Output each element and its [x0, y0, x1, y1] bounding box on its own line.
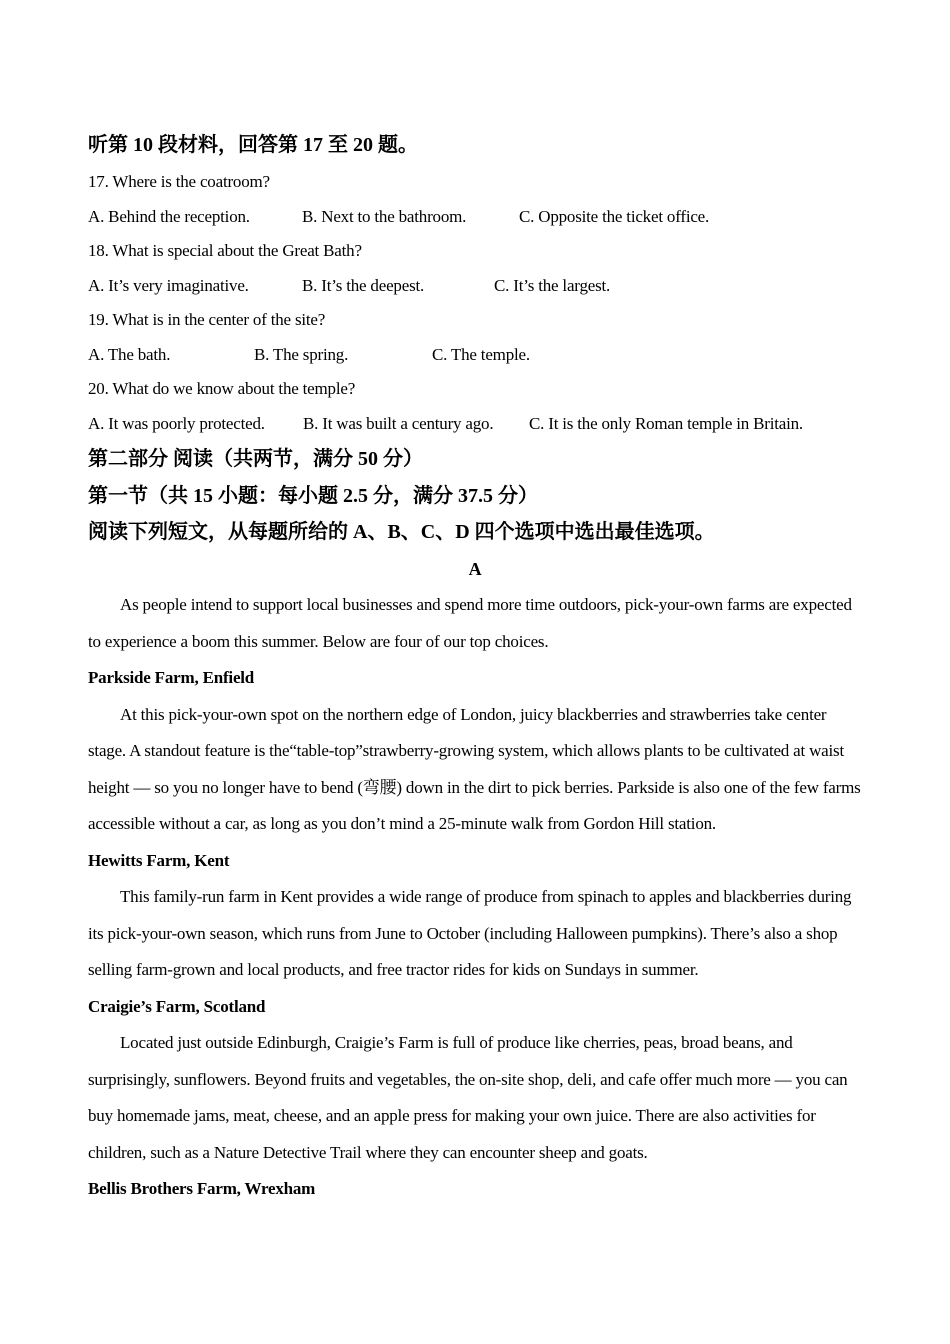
question-19-options	[88, 338, 862, 373]
question-18-option-c: C. It’s the largest.	[494, 275, 611, 295]
question-18-option-a: A. It’s very imaginative.	[88, 275, 249, 295]
question-19-option-a: A. The bath.	[88, 344, 171, 364]
question-19-text: 19. What is in the center of the site?	[88, 310, 326, 329]
question-17-text: 17. Where is the coatroom?	[88, 172, 270, 191]
question-20-option-c: C. It is the only Roman temple in Britain.	[529, 413, 803, 433]
farm-paragraph-parkside: At this pick-your-own spot on the northern edge of London, juicy blackberries and strawberries take center stage. A standout feature is the“table-top”strawberry-growing system, which allows plants to be cultivated at waist height — so you no longer have to bend (弯腰) down in the dirt to pick berries. Parkside is also one of the few farms accessible without a car, as long as you don’t mind a 25-minute walk from Gordon Hill station.	[88, 704, 861, 833]
farm-heading-parkside: Parkside Farm, Enfield	[88, 668, 255, 687]
listening-section	[88, 126, 862, 441]
question-20-option-a: A. It was poorly protected.	[88, 413, 265, 433]
question-18-option-b: B. It’s the deepest.	[302, 275, 425, 295]
farm-heading-bellis: Bellis Brothers Farm, Wrexham	[88, 1179, 316, 1198]
question-17-options	[88, 200, 862, 235]
farm-heading-craigies: Craigie’s Farm, Scotland	[88, 996, 266, 1016]
question-19-option-b: B. The spring.	[254, 344, 349, 364]
listening-section-header: 听第 10 段材料，回答第 17 至 20 题。	[88, 134, 418, 156]
question-20-option-b: B. It was built a century ago.	[303, 413, 494, 433]
reading-part-header: 第二部分 阅读（共两节，满分 50 分）	[88, 448, 423, 470]
question-19-option-c: C. The temple.	[432, 344, 530, 364]
question-20-text: 20. What do we know about the temple?	[88, 379, 356, 398]
question-20-options	[88, 407, 862, 442]
reading-section1-header: 第一节（共 15 小题：每小题 2.5 分，满分 37.5 分）	[88, 484, 538, 507]
reading-section	[88, 441, 862, 1208]
farm-paragraph-craigies: Located just outside Edinburgh, Craigie’s Farm is full of produce like cherries, peas, broad beans, and surprisingly, sunflowers. Beyond fruits and vegetables, the on-site shop, deli, and cafe offer much more — you can buy homemade jams, meat, cheese, and an apple press for making your own juice. There are also activities for children, such as a Nature Detective Trail where they can encounter sheep and goats.	[88, 1033, 848, 1162]
question-17-option-a: A. Behind the reception.	[88, 206, 250, 226]
question-18-text: 18. What is special about the Great Bath?	[88, 241, 362, 260]
question-17-option-c: C. Opposite the ticket office.	[519, 206, 710, 226]
reading-instructions: 阅读下列短文，从每题所给的 A、B、C、D 四个选项中选出最佳选项。	[88, 521, 715, 543]
passage-intro-paragraph: As people intend to support local businesses and spend more time outdoors, pick-your-own farms are expected to experience a boom this summer. Below are four of our top choices.	[88, 595, 852, 651]
question-18-options	[88, 269, 862, 304]
farm-paragraph-hewitts: This family-run farm in Kent provides a wide range of produce from spinach to apples and blackberries during its pick-your-own season, which runs from June to October (including Halloween pumpkins). There’s also a shop selling farm-grown and local products, and free tractor rides for kids on Sundays in summer.	[88, 887, 852, 979]
passage-a-label: A	[468, 558, 482, 579]
farm-heading-hewitts: Hewitts Farm, Kent	[88, 850, 230, 870]
question-17-option-b: B. Next to the bathroom.	[302, 206, 467, 226]
